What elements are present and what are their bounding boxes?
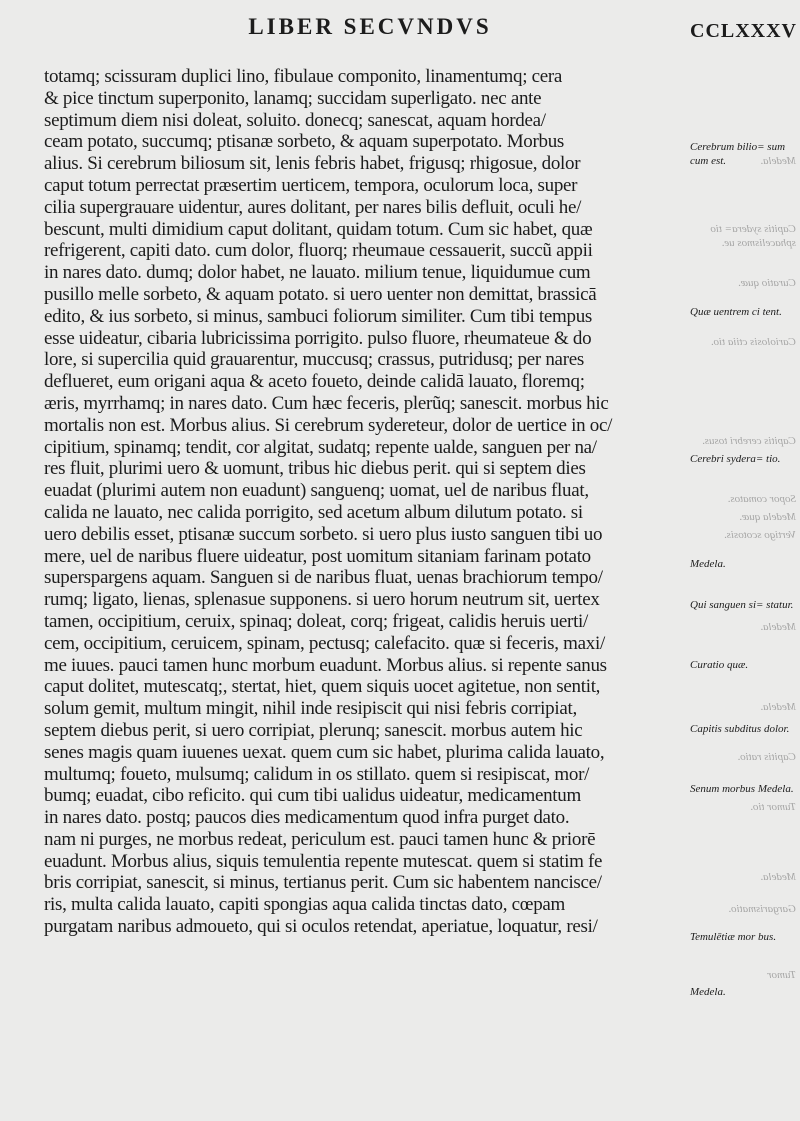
bleed-through-note: Medela. bbox=[760, 621, 796, 633]
text-line: multumq; foueto, mulsumq; calidum in os stillato. quem si resipiscat, mor/ bbox=[44, 763, 590, 785]
margin-note: Curatio quæ. bbox=[690, 659, 749, 671]
folio-number: CCLXXXV bbox=[690, 20, 797, 42]
text-line: bris corripiat, sanescit, si minus, tertianus perit. Cum sic habentem nancisce/ bbox=[44, 872, 602, 894]
text-line: cilia supergrauare uidentur, aures dolitant, per nares bilis defluit, oculi he/ bbox=[44, 196, 582, 218]
text-line: senes magis quam iuuenes uexat. quem cum sic habet, plurima calida lauato, bbox=[44, 741, 605, 763]
text-line: esse uideatur, cibaria lubricissima porrigito. pulso fluore, rheumateue & do bbox=[44, 327, 592, 349]
text-line: & pice tinctum superponito, lanamq; succidam superligato. nec ante bbox=[44, 87, 542, 109]
text-line: bumq; euadat, cibo reficito. qui cum tibi ualidus uideatur, medicamentum bbox=[44, 785, 581, 807]
margin-note: Temulētiæ mor bus. bbox=[690, 931, 777, 943]
running-title: LIBER SECVNDVS bbox=[248, 14, 492, 39]
bleed-through-note: Medela. bbox=[760, 871, 796, 883]
bleed-through-note: Capitis cerebri tosus. bbox=[701, 435, 796, 447]
text-line: nam ni purges, ne morbus redeat, periculum est. pauci tamen hunc & priorē bbox=[44, 828, 596, 850]
text-line: septem diebus perit, si uero corripiat, plerunq; sanescit. morbus autem hic bbox=[44, 719, 583, 741]
text-line: ceam potato, succumq; ptisanæ sorbeto, & aquam superpotato. Morbus bbox=[44, 131, 565, 153]
margin-note: Quæ uentrem ci tent. bbox=[690, 306, 782, 318]
margin-note: Cerebrum bilio= sum cum est. bbox=[690, 141, 786, 167]
bleed-through-note: Vertigo scotosis. bbox=[723, 529, 796, 541]
text-line: solum gemit, multum mingit, nihil inde resipiscit qui nisi febris corripiat, bbox=[44, 698, 577, 720]
text-line: res fluit, plurimi uero & uomunt, tribus hic diebus perit. qui si septem dies bbox=[44, 458, 586, 480]
margin-note: Medela. bbox=[690, 986, 726, 998]
text-line: alius. Si cerebrum biliosum sit, lenis febris habet, frigusq; rhigosue, dolor bbox=[44, 153, 581, 175]
text-line: caput totum perrectat præsertim uerticem, tempora, oculorum loca, super bbox=[44, 174, 578, 196]
text-line: cem, occipitium, ceruicem, spinam, pectusq; calefacito. quæ si feceris, maxi/ bbox=[44, 632, 605, 654]
bleed-through-note: Tumor tio. bbox=[750, 801, 796, 813]
bleed-through-note: Cariolosis ctiia tio. bbox=[710, 336, 796, 348]
text-line: totamq; scissuram duplici lino, fibulaue componito, linamentumq; cera bbox=[44, 66, 563, 87]
text-line: me iuues. pauci tamen hunc morbum euadunt. Morbus alius. si repente sanus bbox=[44, 654, 607, 676]
text-line: euadunt. Morbus alius, siquis temulentia repente mutescat. quem si statim fe bbox=[44, 850, 603, 872]
text-line: euadat (plurimi autem non euadunt) sanguenq; uomat, uel de naribus fluat, bbox=[44, 480, 589, 502]
bleed-through-note: Medela quæ. bbox=[739, 511, 796, 523]
bleed-through-note: Medela. bbox=[760, 155, 796, 167]
text-line: lore, si supercilia quid grauarentur, muccusq; crassus, putridusq; per nares bbox=[44, 349, 584, 371]
text-line: caput dolitet, mutescatq;, stertat, hiet, quem siquis uocet agitetue, non sentit, bbox=[44, 676, 601, 698]
margin-note: Capitis subditus dolor. bbox=[690, 723, 790, 735]
text-line: edito, & ius sorbeto, si minus, sambuci foliorum similiter. Cum tibi tempus bbox=[44, 305, 593, 327]
text-line: uero debilis esset, ptisanæ succum sorbeto. si uero plus iusto sanguen tibi uo bbox=[44, 523, 603, 545]
bleed-through-note: Capitis ratio. bbox=[737, 751, 796, 763]
bleed-through-note: Sopor comatos. bbox=[727, 493, 796, 505]
text-line: æris, myrrhamq; in nares dato. Cum hæc feceris, plerũq; sanescit. morbus hic bbox=[44, 392, 609, 414]
bleed-through-note: Tumor bbox=[767, 969, 796, 981]
margin-note: Medela. bbox=[690, 558, 726, 570]
text-line: pusillo melle sorbeto, & aquam potato. si uero uenter non demittat, brassicā bbox=[44, 283, 597, 305]
text-line: ris, multa calida lauato, capiti spongias aqua calida tinctas dato, cœpam bbox=[44, 894, 566, 916]
text-line: refrigerent, capiti dato. cum dolor, fluorq; rheumaue cessauerit, succũ appii bbox=[44, 240, 593, 262]
bleed-through-note: Curatio quæ. bbox=[737, 277, 796, 289]
margin-note: Senum morbus Medela. bbox=[690, 783, 794, 795]
bleed-through-note: Medela. bbox=[760, 701, 796, 713]
text-line: cipitium, spinamq; tendit, cor algitat, sudatq; repente ualde, sanguen per na/ bbox=[44, 436, 597, 458]
text-line: in nares dato. postq; paucos dies medicamentum quod infra purget dato. bbox=[44, 807, 570, 829]
text-line: septimum diem nisi doleat, soluito. donecq; sanescat, aquam hordea/ bbox=[44, 109, 546, 131]
text-line: purgatam naribus admoueto, qui si oculos retendat, aperiatue, loquatur, resi/ bbox=[44, 916, 598, 938]
text-line: rumq; ligato, lienas, splenasue supponens. si uero horum neutrum sit, uertex bbox=[44, 589, 600, 611]
margin-note: Qui sanguen si= statur. bbox=[690, 599, 794, 611]
main-text-column bbox=[44, 66, 678, 938]
text-line: tamen, occipitium, ceruix, spinaq; doleat, corq; frigeat, calidis heruis uerti/ bbox=[44, 610, 589, 632]
text-line: mortalis non est. Morbus alius. Si cerebrum sydereteur, dolor de uertice in oc/ bbox=[44, 414, 613, 436]
bleed-through-note: Capitis sydera= tio sphacelismos ue. bbox=[710, 223, 796, 249]
text-line: deflueret, eum origani aqua & aceto foueto, deinde calidā lauato, floremq; bbox=[44, 371, 585, 393]
bleed-through-note: Gargarismatio. bbox=[728, 903, 796, 915]
text-line: calida ne lauato, nec calida porrigito, sed acetum album dilutum potato. si bbox=[44, 501, 583, 523]
text-line: in nares dato. dumq; dolor habet, ne lauato. milium tenue, liquidumue cum bbox=[44, 262, 591, 284]
margin-note: Cerebri sydera= tio. bbox=[690, 453, 781, 465]
text-line: bescunt, multi dimidium caput dolitant, quidam totum. Cum sic habet, quæ bbox=[44, 218, 593, 240]
text-line: superspargens aquam. Sanguen si de naribus fluat, uenas brachiorum tempo/ bbox=[44, 567, 603, 589]
text-line: mere, uel de naribus fluere uideatur, post uomitum sitaniam farinam potato bbox=[44, 545, 591, 567]
